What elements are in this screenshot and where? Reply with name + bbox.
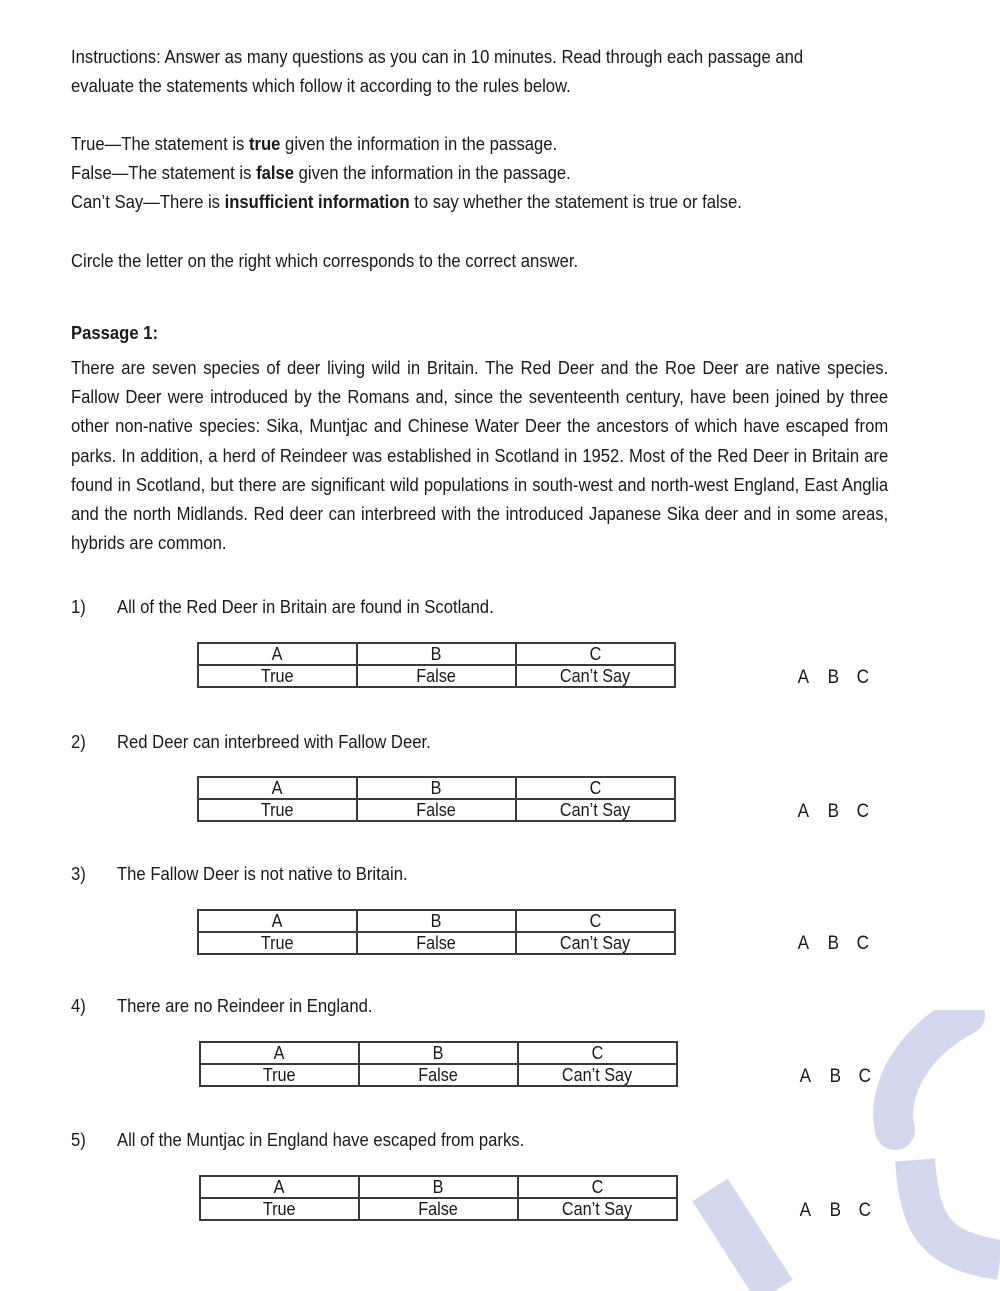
rule-cant-say: Can’t Say—There is insufficient information to say whether the statement is true or false. xyxy=(71,191,742,212)
option-label-cant-say: Can’t Say xyxy=(518,1198,677,1220)
answer-a[interactable]: A xyxy=(797,801,810,822)
rule-false: False—The statement is false given the information in the passage. xyxy=(71,162,571,183)
answer-letters xyxy=(799,1066,872,1088)
option-letter-b: B xyxy=(359,1176,518,1198)
answer-c[interactable]: C xyxy=(859,1200,872,1221)
option-letter-a: A xyxy=(198,643,357,665)
answer-c[interactable]: C xyxy=(857,933,870,954)
option-letter-a: A xyxy=(198,910,357,932)
answer-b[interactable]: B xyxy=(827,801,839,822)
option-label-true: True xyxy=(200,1198,359,1220)
answer-b[interactable]: B xyxy=(829,1066,841,1087)
answer-a[interactable]: A xyxy=(799,1066,812,1087)
option-letter-b: B xyxy=(357,777,516,799)
answer-letters xyxy=(799,1200,872,1222)
question-text: All of the Muntjac in England have escaped from parks. xyxy=(117,1129,525,1150)
option-label-true: True xyxy=(198,665,357,687)
answer-b[interactable]: B xyxy=(827,933,839,954)
option-label-false: False xyxy=(357,799,516,821)
question-number: 4) xyxy=(71,995,86,1016)
options-table xyxy=(197,776,676,822)
question-number: 1) xyxy=(71,596,86,617)
option-letter-a: A xyxy=(200,1176,359,1198)
option-label-cant-say: Can’t Say xyxy=(516,799,675,821)
question-text: Red Deer can interbreed with Fallow Deer. xyxy=(117,731,431,752)
answer-b[interactable]: B xyxy=(829,1200,841,1221)
option-letter-a: A xyxy=(200,1042,359,1064)
option-letter-c: C xyxy=(516,910,675,932)
question-text: All of the Red Deer in Britain are found in Scotland. xyxy=(117,596,494,617)
rule-true: True—The statement is true given the information in the passage. xyxy=(71,133,558,154)
option-letter-c: C xyxy=(516,777,675,799)
instructions-line-1: Instructions: Answer as many questions as you can in 10 minutes. Read through each passage and xyxy=(71,46,804,67)
option-label-false: False xyxy=(359,1198,518,1220)
answer-c[interactable]: C xyxy=(857,801,870,822)
option-letter-b: B xyxy=(359,1042,518,1064)
circle-instruction: Circle the letter on the right which corresponds to the correct answer. xyxy=(71,250,579,271)
option-letter-c: C xyxy=(516,643,675,665)
passage-title: Passage 1: xyxy=(71,322,159,343)
question-number: 5) xyxy=(71,1129,86,1150)
options-table xyxy=(197,909,676,955)
answer-a[interactable]: A xyxy=(797,933,810,954)
option-label-cant-say: Can’t Say xyxy=(516,665,675,687)
answer-letters xyxy=(797,933,870,955)
passage-text: There are seven species of deer living wild in Britain. The Red Deer and the Roe Deer are native species. Fallow Deer were introduced by the Romans and, since the seventeenth century, have been joined by three other non-native species: Sika, Muntjac and Chinese Water Deer the ancestors of which have escaped from parks. In addition, a herd of Reindeer was established in Scotland in 1952. Most of the Red Deer in Britain are found in Scotland, but there are significant wild populations in south-west and north-west England, East Anglia and the north Midlands. Red deer can interbreed with the introduced Japanese Sika deer and in some areas, hybrids are common. xyxy=(71,357,889,554)
options-table xyxy=(197,642,676,688)
option-letter-b: B xyxy=(357,643,516,665)
question-number: 2) xyxy=(71,731,86,752)
option-label-true: True xyxy=(198,932,357,954)
options-table xyxy=(199,1041,678,1087)
question-number: 3) xyxy=(71,863,86,884)
option-letter-c: C xyxy=(518,1042,677,1064)
option-label-cant-say: Can’t Say xyxy=(518,1064,677,1086)
answer-letters xyxy=(797,801,870,823)
option-label-false: False xyxy=(357,932,516,954)
option-label-cant-say: Can’t Say xyxy=(516,932,675,954)
answer-c[interactable]: C xyxy=(857,667,870,688)
answer-letters xyxy=(797,667,870,689)
answer-c[interactable]: C xyxy=(859,1066,872,1087)
option-label-false: False xyxy=(359,1064,518,1086)
options-table xyxy=(199,1175,678,1221)
option-letter-a: A xyxy=(198,777,357,799)
option-label-true: True xyxy=(198,799,357,821)
option-letter-c: C xyxy=(518,1176,677,1198)
option-letter-b: B xyxy=(357,910,516,932)
question-text: There are no Reindeer in England. xyxy=(117,995,373,1016)
option-label-false: False xyxy=(357,665,516,687)
watermark-logo xyxy=(680,1010,1000,1291)
instructions-line-2: evaluate the statements which follow it according to the rules below. xyxy=(71,75,571,96)
answer-a[interactable]: A xyxy=(799,1200,812,1221)
option-label-true: True xyxy=(200,1064,359,1086)
question-text: The Fallow Deer is not native to Britain. xyxy=(117,863,408,884)
answer-a[interactable]: A xyxy=(797,667,810,688)
answer-b[interactable]: B xyxy=(827,667,839,688)
